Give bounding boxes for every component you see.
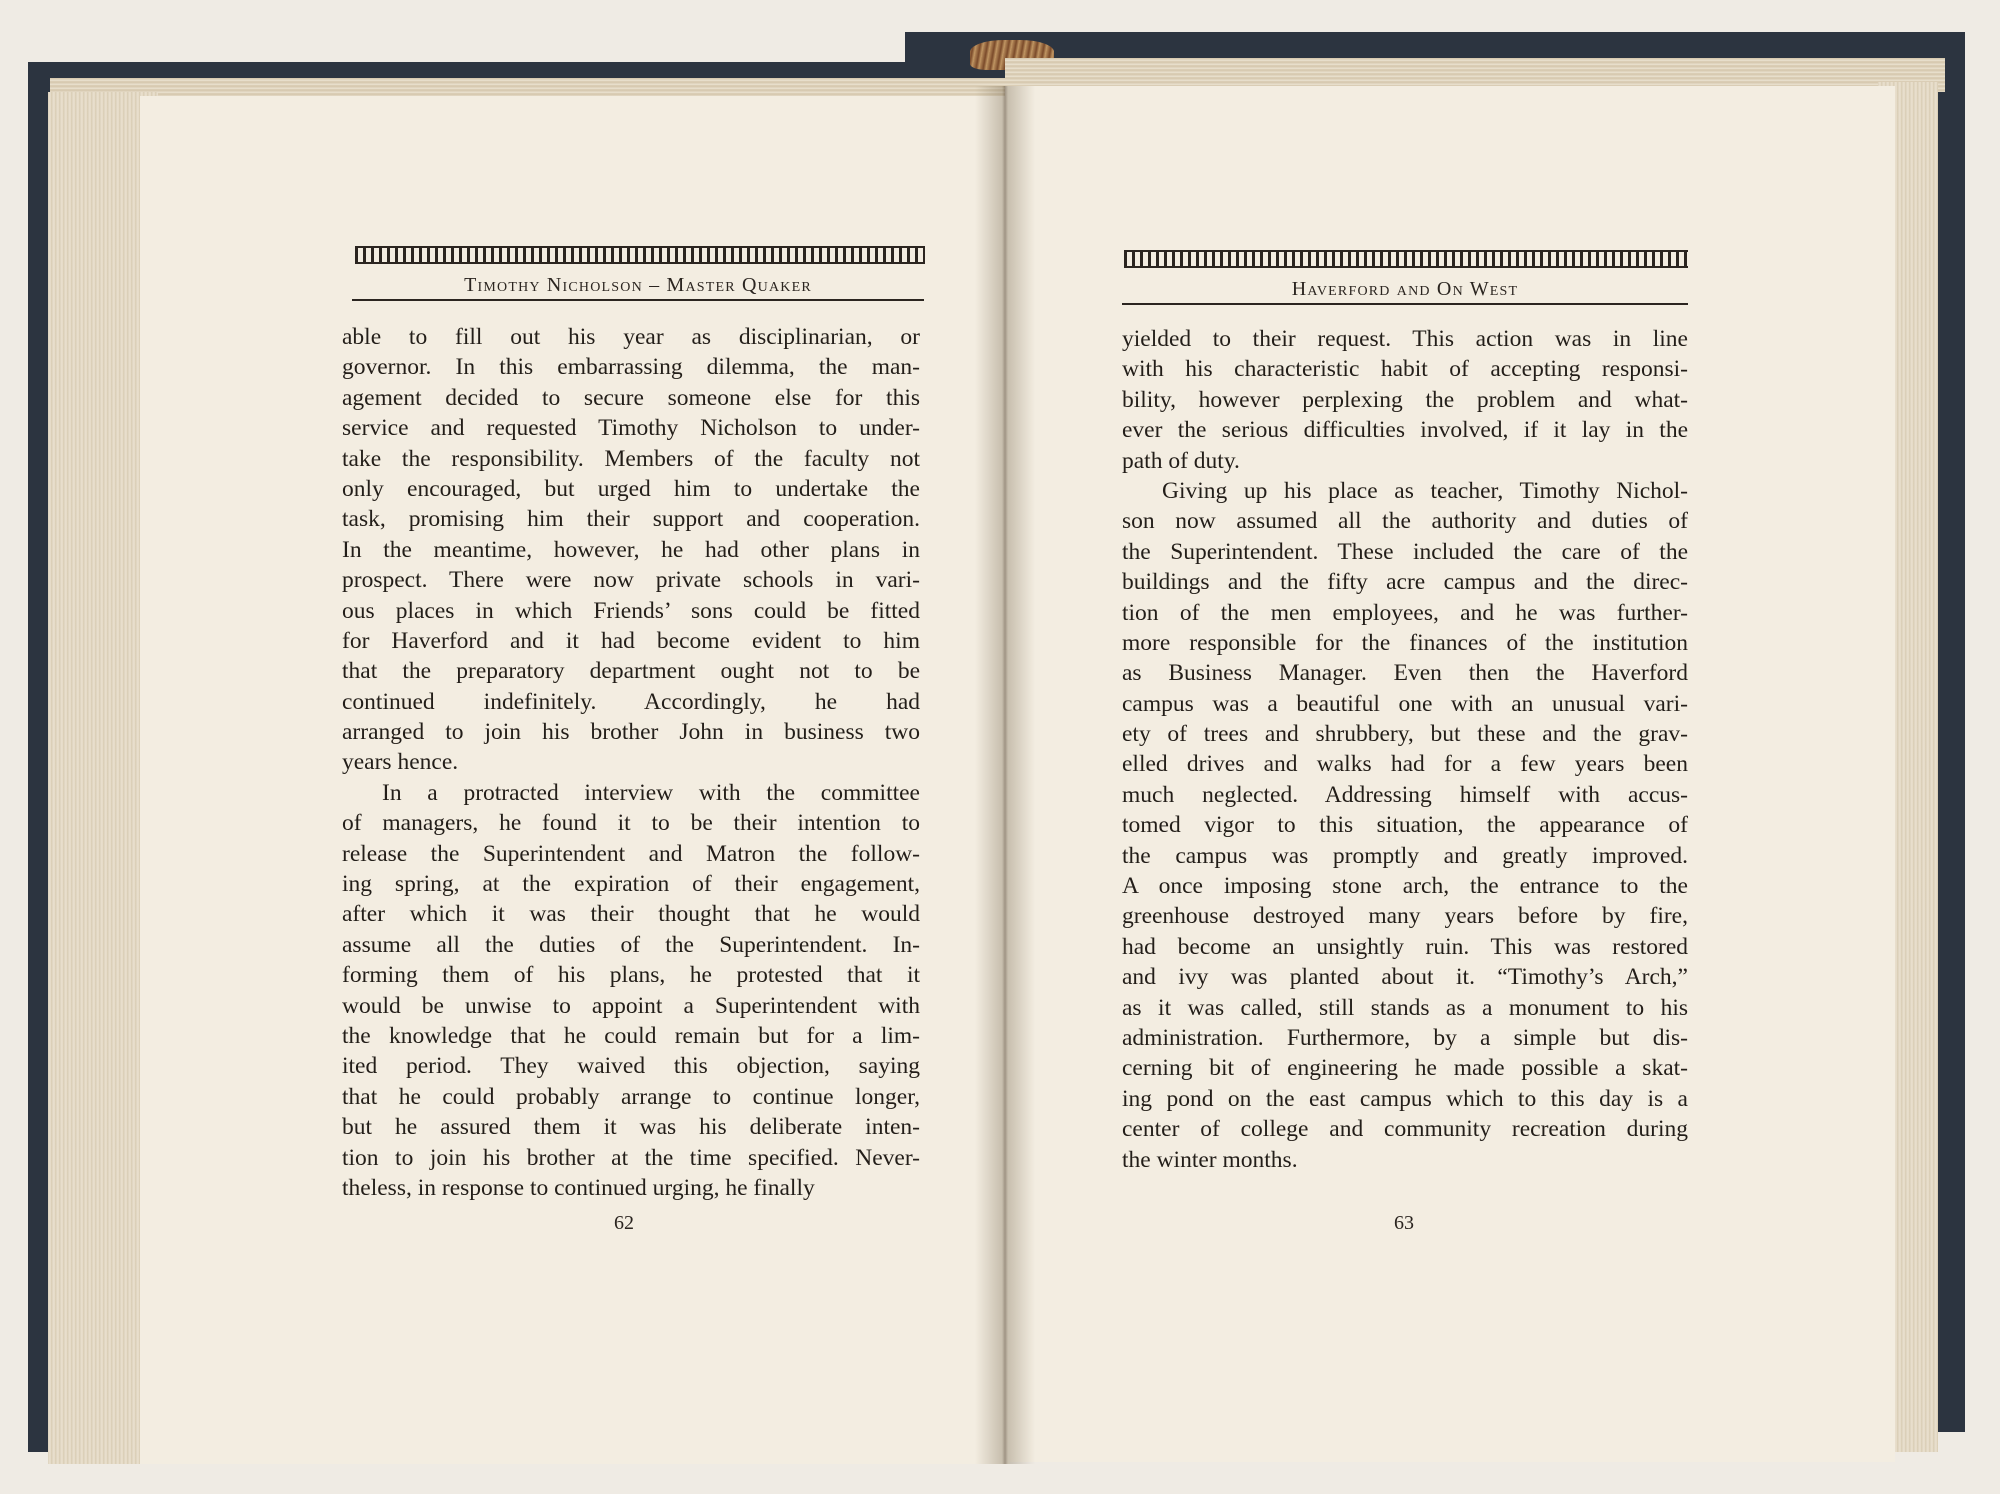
text-line: able to fill out his year as disciplinarian, or bbox=[342, 324, 920, 350]
text-line: ous places in which Friends’ sons could be fitted bbox=[342, 597, 920, 624]
text-line: yielded to their request. This action was in line bbox=[1122, 326, 1688, 352]
page-number-right: 63 bbox=[1394, 1212, 1414, 1234]
text-line: assume all the duties of the Superintendent. In- bbox=[342, 931, 920, 958]
text-line: cerning bit of engineering he made possible a skat- bbox=[1122, 1055, 1688, 1082]
text-line: campus was a beautiful one with an unusual vari- bbox=[1122, 690, 1688, 717]
text-line: with his characteristic habit of accepting responsi- bbox=[1122, 356, 1688, 383]
text-line: had become an unsightly ruin. This was restored bbox=[1122, 933, 1688, 960]
text-line: ety of trees and shrubbery, but these and the grav- bbox=[1122, 721, 1688, 748]
text-line: the Superintendent. These included the care of the bbox=[1122, 538, 1688, 565]
text-line: release the Superintendent and Matron the follow- bbox=[342, 840, 920, 867]
page-number-left: 62 bbox=[614, 1212, 634, 1234]
text-line: would be unwise to appoint a Superintendent with bbox=[342, 992, 920, 1019]
text-line: the campus was promptly and greatly improved. bbox=[1122, 842, 1688, 869]
text-line: service and requested Timothy Nicholson to under- bbox=[342, 415, 920, 442]
text-line: that the preparatory department ought not to be bbox=[342, 658, 920, 685]
text-line: that he could probably arrange to continue longer, bbox=[342, 1083, 920, 1110]
text-line: tion to join his brother at the time specified. Never- bbox=[342, 1144, 920, 1171]
text-line: for Haverford and it had become evident to him bbox=[342, 627, 920, 654]
text-line: governor. In this embarrassing dilemma, the man- bbox=[342, 354, 920, 381]
text-line: tomed vigor to this situation, the appearance of bbox=[1122, 812, 1688, 839]
text-line: theless, in response to continued urging, he finally bbox=[342, 1174, 815, 1201]
text-line: In a protracted interview with the committee bbox=[382, 779, 920, 806]
text-line: son now assumed all the authority and duties of bbox=[1122, 508, 1688, 535]
ornament-band-right bbox=[1124, 250, 1688, 268]
text-line: as Business Manager. Even then the Haverford bbox=[1122, 660, 1688, 687]
text-line: prospect. There were now private schools in vari- bbox=[342, 567, 920, 594]
text-line: agement decided to secure someone else for this bbox=[342, 384, 920, 411]
text-line: A once imposing stone arch, the entrance to the bbox=[1122, 873, 1688, 900]
text-line: more responsible for the finances of the institution bbox=[1122, 629, 1688, 656]
text-line: only encouraged, but urged him to undertake the bbox=[342, 475, 920, 502]
text-line: of managers, he found it to be their intention to bbox=[342, 810, 920, 837]
text-line: forming them of his plans, he protested that it bbox=[342, 962, 920, 989]
text-line: the winter months. bbox=[1122, 1146, 1298, 1173]
text-line: continued indefinitely. Accordingly, he had bbox=[342, 688, 920, 715]
text-line: tion of the men employees, and he was further- bbox=[1122, 599, 1688, 626]
text-line: buildings and the fifty acre campus and the direc- bbox=[1122, 569, 1688, 596]
text-line: ever the serious difficulties involved, if it lay in the bbox=[1122, 417, 1688, 444]
text-line: ited period. They waived this objection, saying bbox=[342, 1053, 920, 1080]
text-line: Giving up his place as teacher, Timothy Nichol- bbox=[1162, 477, 1688, 504]
running-head-left: Timothy Nicholson – Master Quaker bbox=[352, 274, 924, 301]
text-line: In the meantime, however, he had other plans in bbox=[342, 536, 920, 563]
text-line: as it was called, still stands as a monument to his bbox=[1122, 994, 1688, 1021]
text-line: the knowledge that he could remain but for a lim- bbox=[342, 1022, 920, 1049]
right-page-text bbox=[1122, 324, 1688, 1175]
text-line: years hence. bbox=[342, 749, 459, 776]
text-line: greenhouse destroyed many years before by fire, bbox=[1122, 903, 1688, 930]
text-line: bility, however perplexing the problem and what- bbox=[1122, 386, 1688, 413]
text-line: ing spring, at the expiration of their engagement, bbox=[342, 871, 920, 898]
text-line: elled drives and walks had for a few years been bbox=[1122, 751, 1688, 778]
text-line: ing pond on the east campus which to this day is a bbox=[1122, 1085, 1688, 1112]
text-line: much neglected. Addressing himself with accus- bbox=[1122, 781, 1688, 808]
text-line: task, promising him their support and cooperation. bbox=[342, 506, 920, 533]
text-line: take the responsibility. Members of the faculty not bbox=[342, 445, 920, 472]
text-line: center of college and community recreation during bbox=[1122, 1116, 1688, 1143]
text-line: after which it was their thought that he would bbox=[342, 901, 920, 928]
running-head-right: Haverford and On West bbox=[1122, 278, 1688, 305]
text-line: path of duty. bbox=[1122, 447, 1240, 474]
gutter-shadow bbox=[975, 86, 1035, 1464]
text-line: arranged to join his brother John in business two bbox=[342, 719, 920, 746]
text-line: and ivy was planted about it. “Timothy’s Arch,” bbox=[1122, 964, 1688, 991]
text-line: administration. Furthermore, by a simple but dis- bbox=[1122, 1024, 1688, 1051]
text-line: but he assured them it was his deliberate inten- bbox=[342, 1114, 920, 1141]
ornament-band-left bbox=[355, 246, 925, 264]
left-page-text bbox=[342, 322, 920, 1203]
